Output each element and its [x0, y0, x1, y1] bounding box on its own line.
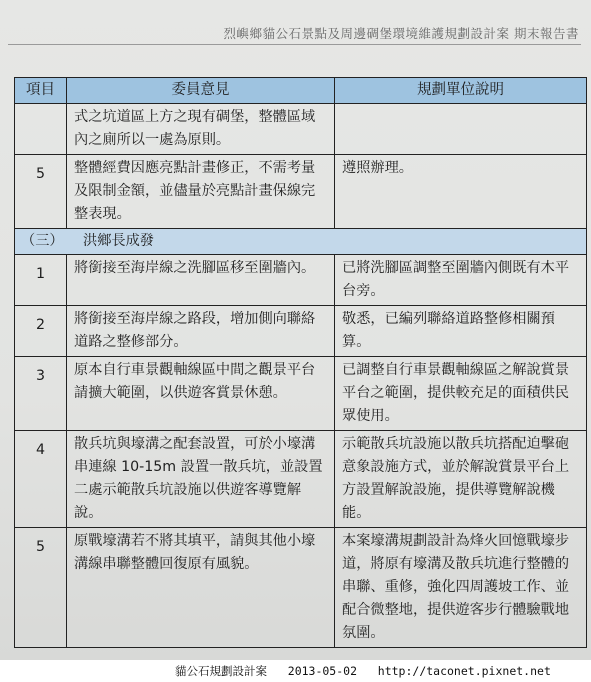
- section-row: [15, 229, 587, 255]
- table-row: [15, 155, 587, 229]
- row-response: 遵照辦理。: [335, 155, 587, 229]
- table-row: [15, 104, 587, 155]
- header-divider: [8, 44, 581, 45]
- table-header-row: [15, 78, 587, 104]
- section-title: 洪鄉長成發: [83, 233, 154, 249]
- column-header-opinion: 委員意見: [67, 78, 335, 104]
- column-header-response: 規劃單位說明: [335, 78, 587, 104]
- row-item-number: 4: [15, 431, 67, 528]
- row-item-number: 1: [15, 255, 67, 306]
- section-number: （三）: [21, 233, 64, 249]
- report-header: 烈嶼鄉貓公石景點及周邊碉堡環境維護規劃設計案 期末報告書: [223, 26, 579, 41]
- row-opinion: 原本自行車景觀軸線區中間之觀景平台請擴大範圍，以供遊客賞景休憩。: [67, 357, 335, 431]
- row-opinion: 將銜接至海岸線之路段，增加側向聯絡道路之整修部分。: [67, 306, 335, 357]
- row-item-number: 2: [15, 306, 67, 357]
- table-row: [15, 357, 587, 431]
- row-item-number: 3: [15, 357, 67, 431]
- row-item-number: 5: [15, 528, 67, 648]
- row-opinion: 原戰壕溝若不將其填平，請與其他小壕溝線串聯整體回復原有風貌。: [67, 528, 335, 648]
- row-item-number: [15, 104, 67, 155]
- row-response: [335, 104, 587, 155]
- row-opinion: 散兵坑與壕溝之配套設置，可於小壕溝串連線 10-15m 設置一散兵坑，並設置二處示範散兵坑設施以供遊客導覽解說。: [67, 431, 335, 528]
- row-opinion: 將銜接至海岸線之洗腳區移至圍牆內。: [67, 255, 335, 306]
- column-header-item: 項目: [15, 78, 67, 104]
- caption-credit: 貓公石規劃設計案 2013-05-02 http://taconet.pixnet.net: [175, 664, 551, 678]
- review-comments-table: [14, 77, 587, 648]
- table-row: [15, 528, 587, 648]
- table-row: [15, 306, 587, 357]
- row-response: 本案壕溝規劃設計為烽火回憶戰壕步道，將原有壕溝及散兵坑進行整體的串聯、重修，強化四周護坡工作、並配合微整地，提供遊客步行體驗戰地氛圍。: [335, 528, 587, 648]
- row-response: 已將洗腳區調整至圍牆內側既有木平台旁。: [335, 255, 587, 306]
- image-caption-bar: [0, 660, 591, 682]
- section-heading: [15, 229, 587, 255]
- table-row: [15, 255, 587, 306]
- row-response: 示範散兵坑設施以散兵坑搭配迫擊砲意象設施方式，並於解說賞景平台上方設置解說設施，提供導覽解說機能。: [335, 431, 587, 528]
- row-response: 敬悉，已編列聯絡道路整修相關預算。: [335, 306, 587, 357]
- row-item-number: 5: [15, 155, 67, 229]
- row-opinion: 式之坑道區上方之現有碉堡，整體區域內之廁所以一處為原則。: [67, 104, 335, 155]
- row-response: 已調整自行車景觀軸線區之解說賞景平台之範圍，提供較充足的面積供民眾使用。: [335, 357, 587, 431]
- table-row: [15, 431, 587, 528]
- row-opinion: 整體經費因應亮點計畫修正，不需考量及限制金額，並儘量於亮點計畫保線完整表現。: [67, 155, 335, 229]
